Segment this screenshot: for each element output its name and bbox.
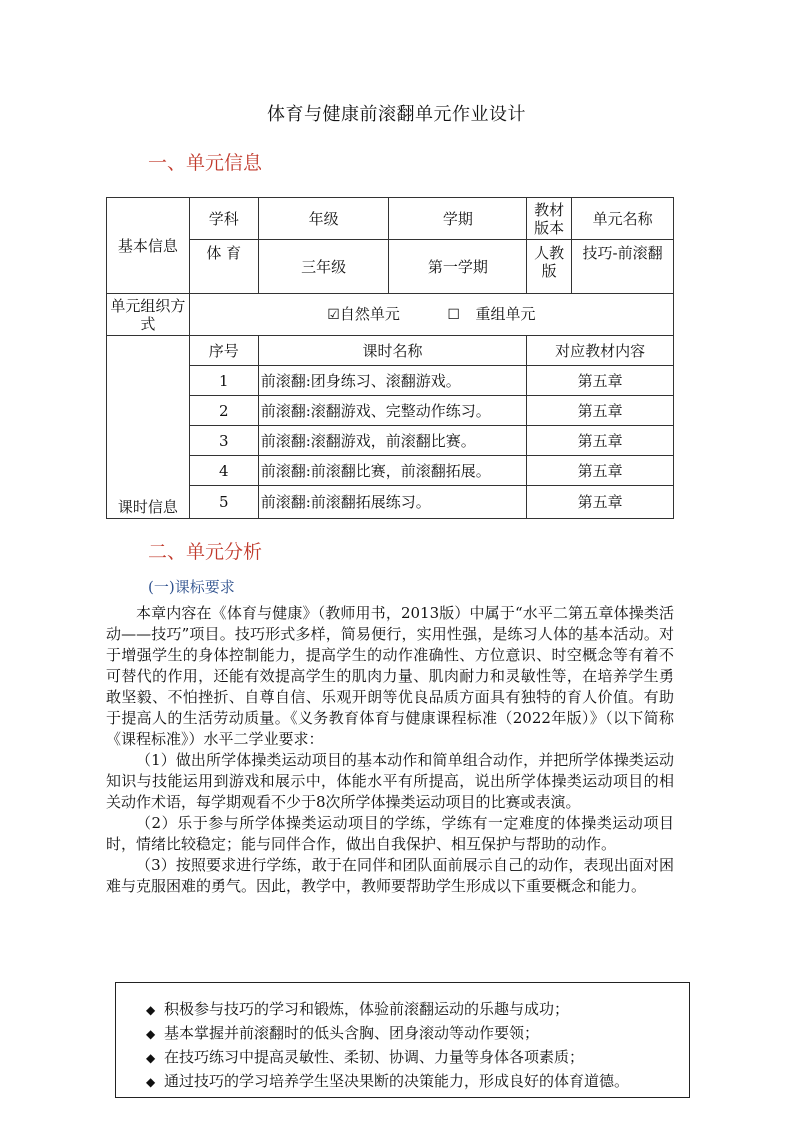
lesson-info-label: 课时信息 <box>107 336 190 519</box>
value-grade: 三年级 <box>258 240 389 294</box>
diamond-bullet-icon: ◆ <box>146 1051 156 1065</box>
header-grade: 年级 <box>258 198 389 240</box>
checked-box-icon[interactable]: ☑ <box>327 307 340 323</box>
value-unit-name: 技巧-前滚翻 <box>572 240 674 294</box>
lesson-chapter: 第五章 <box>527 396 674 426</box>
org-method-label: 单元组织方式 <box>107 294 190 336</box>
document-title: 体育与健康前滚翻单元作业设计 <box>267 104 526 125</box>
diamond-bullet-icon: ◆ <box>146 1027 156 1041</box>
lesson-name: 前滚翻:滚翻游戏，前滚翻比赛。 <box>258 426 526 456</box>
paragraph: （3）按照要求进行学练，敢于在同伴和团队面前展示自己的动作，表现出面对困难与克服困难的勇气。因此，教学中，教师要帮助学生形成以下重要概念和能力。 <box>106 856 674 895</box>
lesson-chapter: 第五章 <box>527 456 674 486</box>
list-item <box>146 997 689 1021</box>
lesson-name: 前滚翻:前滚翻拓展练习。 <box>258 486 526 519</box>
section-heading-unit-analysis: 二、单元分析 <box>148 541 263 563</box>
option-natural-unit: 自然单元 <box>339 305 400 323</box>
lesson-no: 3 <box>189 426 258 456</box>
paragraph: （2）乐于参与所学体操类运动项目的学练，学练有一定难度的体操类运动项目时，情绪比较稳定；能与同伴合作，做出自我保护、相互保护与帮助的动作。 <box>106 814 674 853</box>
paragraph: （1）做出所学体操类运动项目的基本动作和简单组合动作，并把所学体操类运动知识与技能运用到游戏和展示中，体能水平有所提高，说出所学体操类运动项目的相关动作术语，每学期观看不少于8次所学体操类运动项目的比赛或表演。 <box>106 751 674 811</box>
lesson-chapter: 第五章 <box>527 366 674 396</box>
unit-info-table <box>106 197 674 519</box>
lesson-no: 4 <box>189 456 258 486</box>
lesson-name: 前滚翻:滚翻游戏、完整动作练习。 <box>258 396 526 426</box>
value-textbook-version: 人教版 <box>527 240 572 294</box>
list-item <box>146 1069 689 1093</box>
lesson-header-no: 序号 <box>189 336 258 366</box>
header-unit-name: 单元名称 <box>572 198 674 240</box>
lesson-no: 2 <box>189 396 258 426</box>
lesson-chapter: 第五章 <box>527 486 674 519</box>
key-concepts-box <box>115 982 690 1098</box>
header-textbook-version: 教材版本 <box>527 198 572 240</box>
header-subject: 学科 <box>189 198 258 240</box>
list-item-text: 通过技巧的学习培养学生坚决果断的决策能力，形成良好的体育道德。 <box>164 1072 630 1090</box>
lesson-header-chapter: 对应教材内容 <box>527 336 674 366</box>
diamond-bullet-icon: ◆ <box>146 1003 156 1017</box>
lesson-chapter: 第五章 <box>527 426 674 456</box>
diamond-bullet-icon: ◆ <box>146 1075 156 1089</box>
org-method-options <box>189 294 673 336</box>
unchecked-box-icon[interactable]: ☐ <box>447 307 460 323</box>
curriculum-body <box>106 603 674 897</box>
list-item-text: 在技巧练习中提高灵敏性、柔韧、协调、力量等身体各项素质； <box>164 1048 585 1066</box>
list-item-text: 积极参与技巧的学习和锻炼，体验前滚翻运动的乐趣与成功； <box>164 1000 570 1018</box>
value-semester: 第一学期 <box>389 240 527 294</box>
lesson-no: 5 <box>189 486 258 519</box>
lesson-name: 前滚翻:团身练习、滚翻游戏。 <box>258 366 526 396</box>
paragraph: 本章内容在《体育与健康》（教师用书，2013版）中属于“水平二第五章体操类活动——技巧”项目。技巧形式多样，简易便行，实用性强，是练习人体的基本活动。对于增强学生的身体控制能力，提高学生的动作准确性、方位意识、时空概念等有着不可替代的作用，还能有效提高学生的肌肉力量、肌肉耐力和灵敏性等，在培养学生勇敢坚毅、不怕挫折、自尊自信、乐观开朗等优良品质方面具有独特的育人价值。有助于提高人的生活劳动质量。《义务教育体育与健康课程标准（2022年版）》（以下简称《课程标准》）水平二学业要求： <box>106 604 674 748</box>
lesson-header-name: 课时名称 <box>258 336 526 366</box>
section-heading-unit-info: 一、单元信息 <box>148 152 263 174</box>
subsection-heading-curriculum: (一)课标要求 <box>148 578 235 596</box>
value-subject: 体 育 <box>189 240 258 294</box>
basic-info-label: 基本信息 <box>107 198 190 294</box>
list-item <box>146 1045 689 1069</box>
list-item-text: 基本掌握并前滚翻时的低头含胸、团身滚动等动作要领； <box>164 1024 540 1042</box>
header-semester: 学期 <box>389 198 527 240</box>
lesson-no: 1 <box>189 366 258 396</box>
list-item <box>146 1021 689 1045</box>
option-regrouped-unit: 重组单元 <box>475 305 536 323</box>
lesson-name: 前滚翻:前滚翻比赛，前滚翻拓展。 <box>258 456 526 486</box>
